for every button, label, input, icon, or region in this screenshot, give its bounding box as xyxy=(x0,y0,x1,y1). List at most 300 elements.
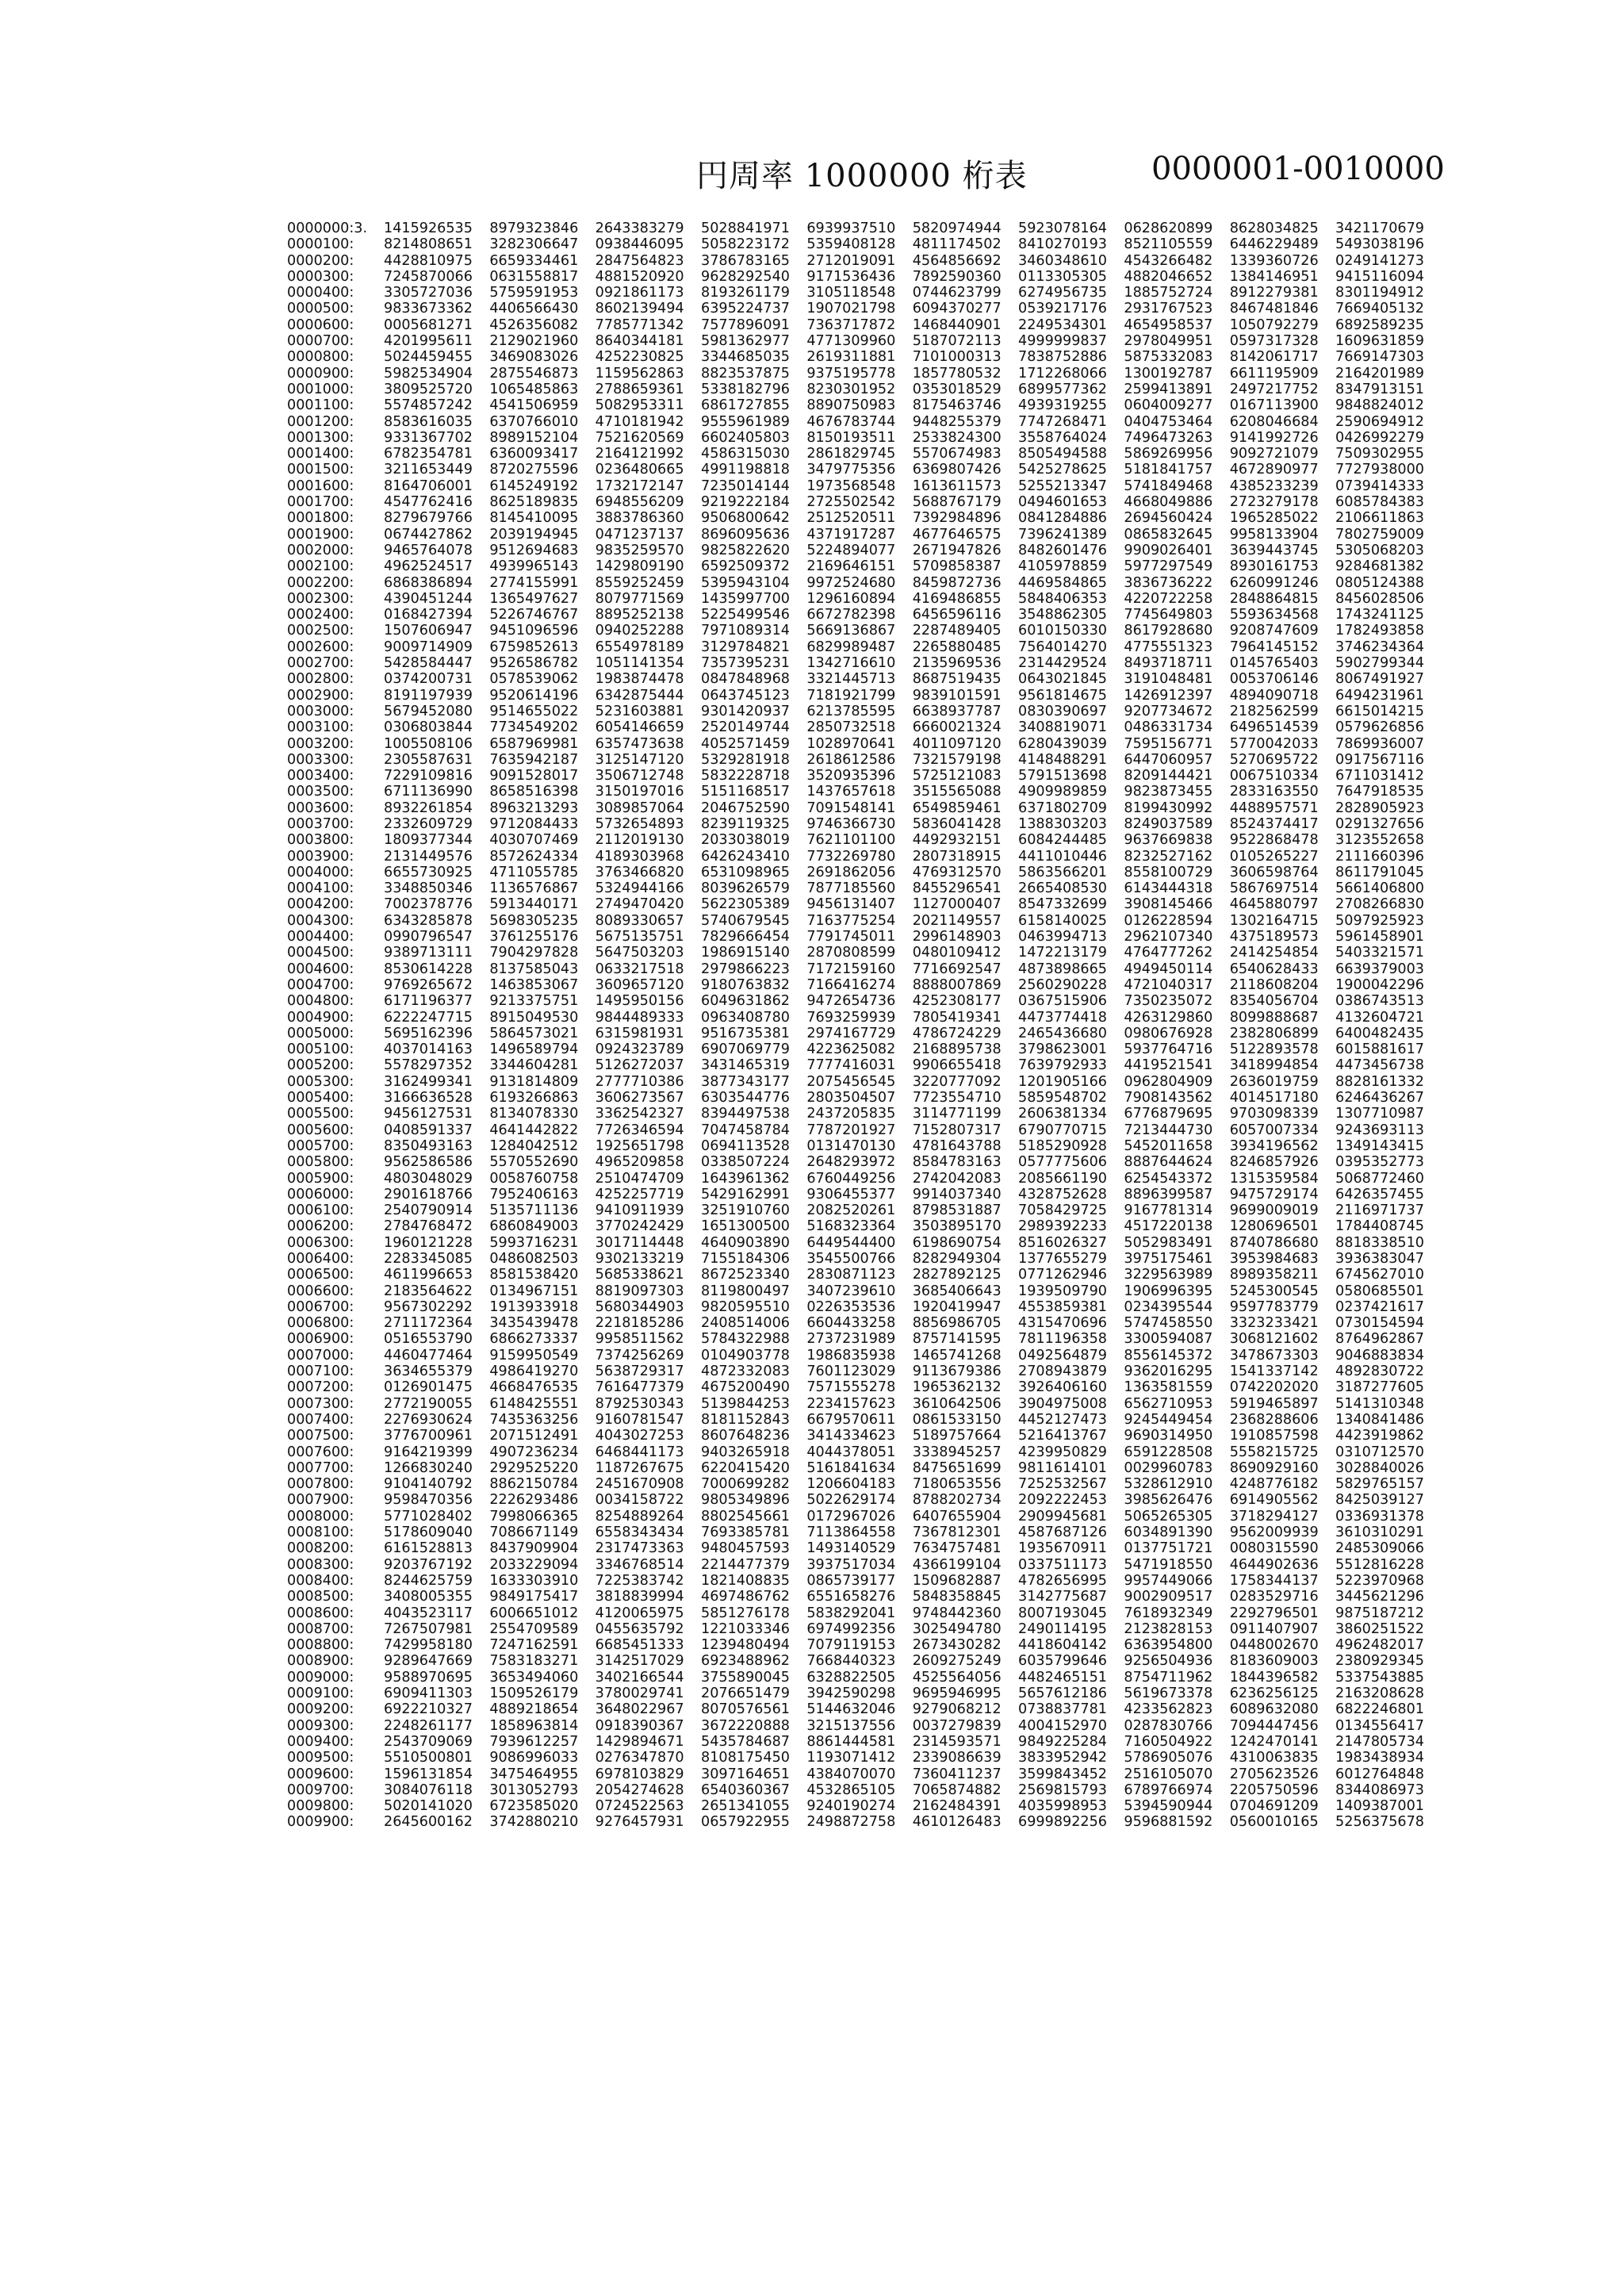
digit-row xyxy=(287,1396,1424,1412)
row-offset-label: 0009700: xyxy=(287,1781,354,1798)
row-digits: 9588970695 3653494060 3402166544 3755890045 6328822505 4525564056 4482465151 8754711962 1844396582 5337543885 xyxy=(384,1669,1424,1685)
digit-row xyxy=(287,1460,1424,1476)
row-offset-label: 0004600: xyxy=(287,961,354,977)
row-offset-label: 0002000: xyxy=(287,542,354,558)
row-digits: 7429958180 7247162591 6685451333 1239480494 7079119153 2673430282 4418604142 6363954800 0448002670 4962482017 xyxy=(384,1637,1424,1654)
row-offset-label: 0005500: xyxy=(287,1106,354,1122)
digit-row xyxy=(287,558,1424,574)
row-offset-label: 0009400: xyxy=(287,1733,354,1750)
digit-row xyxy=(287,865,1424,880)
digit-row xyxy=(287,575,1424,591)
row-digits: 1809377344 4030707469 2112019130 2033038019 7621101100 4492932151 6084244485 9637669838 9522868478 3123552658 xyxy=(384,832,1424,849)
row-digits: 0990796547 3761255176 5675135751 7829666454 7791745011 2996148903 0463994713 2962107340 4375189573 5961458901 xyxy=(384,929,1424,945)
row-digits: 0516553790 6866273337 9958511562 5784322988 2737231989 8757141595 7811196358 3300594087 3068121602 8764962867 xyxy=(384,1331,1424,1348)
digit-row xyxy=(287,704,1424,719)
row-offset-label: 0007800: xyxy=(287,1476,354,1493)
row-offset-label: 0009100: xyxy=(287,1685,354,1702)
row-digits: 7245870066 0631558817 4881520920 9628292540 9171536436 7892590360 0113305305 4882046652 1384146951 9415116094 xyxy=(384,268,1424,285)
row-offset-label: 0004800: xyxy=(287,993,354,1010)
digit-row xyxy=(287,494,1424,510)
digit-row xyxy=(287,1444,1424,1460)
row-digits: 5428584447 9526586782 1051141354 7357395231 1342716610 2135969536 2314429524 8493718711 0145765403 5902799344 xyxy=(384,655,1424,672)
digit-row xyxy=(287,688,1424,704)
row-digits: 7229109816 9091528017 3506712748 5832228718 3520935396 5725121083 5791513698 8209144421 0067510334 6711031412 xyxy=(384,768,1424,784)
digit-row xyxy=(287,1750,1424,1766)
row-offset-label: 0005000: xyxy=(287,1025,354,1041)
digit-row xyxy=(287,1106,1424,1122)
row-digits: 0306803844 7734549202 6054146659 2520149744 2850732518 6660021324 3408819071 0486331734 6496514539 0579626856 xyxy=(384,719,1424,736)
row-digits: 3634655379 4986419270 5638729317 4872332083 7601123029 9113679386 2708943879 9362016295 1541337142 4892830722 xyxy=(384,1363,1424,1380)
digit-row xyxy=(287,1218,1424,1234)
digit-row xyxy=(287,736,1424,752)
digit-row xyxy=(287,1363,1424,1379)
digit-row xyxy=(287,1202,1424,1218)
digit-row xyxy=(287,655,1424,671)
digit-row xyxy=(287,1235,1424,1251)
row-offset-label: 0001000: xyxy=(287,381,354,397)
row-offset-label: 0008700: xyxy=(287,1620,354,1637)
row-offset-label: 0001700: xyxy=(287,494,354,511)
digit-row xyxy=(287,317,1424,333)
row-offset-label: 0009900: xyxy=(287,1814,354,1831)
row-offset-label: 0005400: xyxy=(287,1090,354,1106)
row-digits: 6922210327 4889218654 3648022967 8070576561 5144632046 9279068212 0738837781 4233562823 6089632080 6822246801 xyxy=(384,1701,1424,1718)
row-offset-label: 0006000: xyxy=(287,1186,354,1202)
row-offset-label: 0002600: xyxy=(287,639,354,655)
row-digits: 6171196377 9213375751 1495950156 6049631862 9472654736 4252308177 0367515906 7350235072 8354056704 0386743513 xyxy=(384,993,1424,1010)
digit-row xyxy=(287,1718,1424,1734)
row-offset-label: 0004500: xyxy=(287,945,354,961)
row-digits: 9164219399 4907236234 6468441173 9403265918 4044378051 3338945257 4239950829 6591228508 5558215725 0310712570 xyxy=(384,1444,1424,1460)
digit-row xyxy=(287,849,1424,865)
row-digits: 5695162396 5864573021 6315981931 9516735381 2974167729 4786724229 2465436680 0980676928 2382806899 6400482435 xyxy=(384,1025,1424,1041)
row-digits: 8583616035 6370766010 4710181942 9555961989 4676783744 9448255379 7747268471 0404753464 6208046684 2590694912 xyxy=(384,413,1424,430)
row-digits: 4037014163 1496589794 0924323789 6907069779 4223625082 2168895738 3798623001 5937764716 5122893578 6015881617 xyxy=(384,1041,1424,1058)
row-offset-label: 0008900: xyxy=(287,1653,354,1670)
row-digits: 9833673362 4406566430 8602139494 6395224737 1907021798 6094370277 0539217176 2931767523 8467481846 7669405132 xyxy=(384,301,1424,317)
row-offset-label: 0003300: xyxy=(287,751,354,768)
row-digits: 0408591337 4641442822 7726346594 7047458784 7787201927 7152807317 6790770715 7213444730 6057007334 9243693113 xyxy=(384,1122,1424,1138)
row-offset-label: 0000900: xyxy=(287,365,354,382)
digit-row xyxy=(287,510,1424,526)
row-digits: 9769265672 1463853067 3609657120 9180763832 7166416274 8888007869 2560290228 4721040317 2118608204 1900042296 xyxy=(384,976,1424,993)
row-digits: 2901618766 7952406163 4252257719 5429162991 9306455377 9914037340 4328752628 8896399587 9475729174 6426357455 xyxy=(384,1186,1424,1202)
row-digits: 3348850346 1136576867 5324944166 8039626579 7877185560 8455296541 2665408530 6143444318 5867697514 5661406800 xyxy=(384,880,1424,897)
row-offset-label: 0007300: xyxy=(287,1395,354,1412)
row-digits: 6868386894 2774155991 8559252459 5395943104 9972524680 8459872736 4469584865 3836736222 6260991246 0805124388 xyxy=(384,574,1424,591)
row-offset-label: 0001600: xyxy=(287,477,354,494)
row-offset-label: 0005700: xyxy=(287,1137,354,1154)
row-digits: 1005508106 6587969981 6357473638 4052571459 1028970641 4011097120 6280439039 7595156771 5770042033 7869936007 xyxy=(384,735,1424,752)
digit-row xyxy=(287,929,1424,945)
digit-row xyxy=(287,1782,1424,1798)
row-digits: 3776700961 2071512491 4043027253 8607648236 3414334623 5189757664 5216413767 9690314950 1910857598 4423919862 xyxy=(384,1428,1424,1444)
row-digits: 3162499341 9131814809 2777710386 3877343177 2075456545 3220777092 1201905166 0962804909 2636019759 8828161332 xyxy=(384,1073,1424,1090)
row-digits: 9456127531 8134078330 3362542327 8394497538 2437205835 3114771199 2606381334 6776879695 9703098339 1307710987 xyxy=(384,1106,1424,1122)
row-offset-label: 0004200: xyxy=(287,896,354,913)
row-digits: 2543709069 7939612257 1429894671 5435784687 8861444581 2314593571 9849225284 7160504922 1242470141 2147805734 xyxy=(384,1733,1424,1750)
digit-row xyxy=(287,1299,1424,1315)
digit-row xyxy=(287,1122,1424,1138)
row-offset-label: 0004400: xyxy=(287,929,354,945)
row-digits: 5574857242 4541506959 5082953311 6861727855 8890750983 8175463746 4939319255 0604009277 0167113900 9848824012 xyxy=(384,397,1424,414)
row-offset-label: 0000200: xyxy=(287,252,354,269)
row-offset-label: 0000600: xyxy=(287,316,354,333)
row-digits: 4611996653 8581538420 5685338621 8672523340 2830871123 2827892125 0771262946 3229563989 8989358211 6745627010 xyxy=(384,1267,1424,1283)
row-offset-label: 0000300: xyxy=(287,268,354,285)
row-digits: 6711136990 8658516398 3150197016 5151168517 1437657618 3515565088 4909989859 9823873455 2833163550 7647918535 xyxy=(384,784,1424,800)
digit-row xyxy=(287,236,1424,252)
row-digits: 3211653449 8720275596 0236480665 4991198818 3479775356 6369807426 5425278625 5181841757 4672890977 7727938000 xyxy=(384,462,1424,478)
row-offset-label: 0007000: xyxy=(287,1347,354,1363)
digit-row xyxy=(287,1637,1424,1653)
digit-row xyxy=(287,1685,1424,1701)
row-digits: 8164706001 6145249192 1732172147 7235014144 1973568548 1613611573 5255213347 5741849468 4385233239 0739414333 xyxy=(384,477,1424,494)
digit-row xyxy=(287,446,1424,462)
row-offset-label: 0003900: xyxy=(287,848,354,865)
row-digits: 2248261177 1858963814 0918390367 3672220888 3215137556 0037279839 4004152970 0287830766 7094447456 0134556417 xyxy=(384,1717,1424,1734)
row-offset-label: 0004700: xyxy=(287,976,354,993)
digit-row xyxy=(287,896,1424,912)
digit-row xyxy=(287,1283,1424,1299)
digit-row xyxy=(287,333,1424,349)
digit-row xyxy=(287,349,1424,365)
digit-row xyxy=(287,1041,1424,1057)
row-offset-label: 0003800: xyxy=(287,832,354,849)
digit-row xyxy=(287,1187,1424,1202)
row-offset-label: 0006700: xyxy=(287,1298,354,1315)
digit-row xyxy=(287,1605,1424,1621)
row-offset-label: 0008100: xyxy=(287,1524,354,1541)
row-digits: 3408005355 9849175417 3818839994 4697486762 6551658276 5848358845 3142775687 9002909517 0283529716 3445621296 xyxy=(384,1589,1424,1605)
row-offset-label: 0001300: xyxy=(287,429,354,446)
digit-row xyxy=(287,1412,1424,1428)
row-digits: 8214808651 3282306647 0938446095 5058223172 5359408128 4811174502 8410270193 8521105559 6446229489 5493038196 xyxy=(384,236,1424,253)
row-digits: 2276930624 7435363256 9160781547 8181152843 6679570611 0861533150 4452127473 9245449454 2368288606 1340841486 xyxy=(384,1411,1424,1428)
row-offset-label: 0003700: xyxy=(287,815,354,832)
row-digits: 8932261854 8963213293 3089857064 2046752590 7091548141 6549859461 6371802709 8199430992 4488957571 2828905923 xyxy=(384,800,1424,816)
row-offset-label: 0002300: xyxy=(287,590,354,607)
row-digits: 8530614228 8137585043 0633217518 2979866223 7172159160 7716692547 4873898665 4949450114 6540628433 6639379003 xyxy=(384,961,1424,977)
row-digits: 4460477464 9159950549 7374256269 0104903778 1986835938 1465741268 0492564879 8556145372 3478673303 9046883834 xyxy=(384,1347,1424,1363)
row-offset-label: 0007900: xyxy=(287,1492,354,1509)
row-offset-label: 0005900: xyxy=(287,1170,354,1187)
row-digits: 6161528813 8437909904 2317473363 9480457593 1493140529 7634757481 1935670911 0137751721 0080315590 2485309066 xyxy=(384,1540,1424,1557)
row-offset-label: 0002900: xyxy=(287,687,354,704)
row-digits: 2645600162 3742880210 9276457931 0657922955 2498872758 4610126483 6999892256 9596881592 0560010165 5256375678 xyxy=(384,1814,1424,1831)
row-offset-label: 0001800: xyxy=(287,510,354,527)
row-offset-label: 0001200: xyxy=(287,413,354,430)
digit-row xyxy=(287,977,1424,993)
row-digits: 9389713111 7904297828 5647503203 1986915140 2870808599 0480109412 1472213179 4764777262 2414254854 5403321571 xyxy=(384,945,1424,961)
row-offset-label: 0007700: xyxy=(287,1459,354,1476)
row-digits: 7002378776 5913440171 2749470420 5622305389 9456131407 1127000407 8547332699 3908145466 4645880797 2708266830 xyxy=(384,896,1424,913)
digit-row xyxy=(287,623,1424,639)
digit-row xyxy=(287,719,1424,735)
digit-row xyxy=(287,607,1424,623)
row-digits: 3084076118 3013052793 2054274628 6540360367 4532865105 7065874882 2569815793 6789766974 2205750596 8344086973 xyxy=(384,1781,1424,1798)
digit-row xyxy=(287,269,1424,285)
digit-row xyxy=(287,1734,1424,1750)
row-digits: 9289647669 7583183271 3142517029 6923488962 7668440323 2609275249 6035799646 9256504936 8183609003 2380929345 xyxy=(384,1653,1424,1670)
row-digits: 2332609729 9712084433 5732654893 8239119325 9746366730 5836041428 1388303203 8249037589 8524374417 0291327656 xyxy=(384,815,1424,832)
row-offset-label: 0004300: xyxy=(287,912,354,929)
digit-row xyxy=(287,301,1424,316)
page-header xyxy=(0,151,1624,198)
digit-row xyxy=(287,462,1424,477)
digit-row xyxy=(287,1379,1424,1395)
row-digits: 5178609040 7086671149 6558343434 7693385781 7113864558 7367812301 4587687126 6034891390 9562009939 3610310291 xyxy=(384,1524,1424,1541)
digit-row xyxy=(287,1010,1424,1026)
row-offset-label: 0006100: xyxy=(287,1202,354,1219)
row-digits: 5578297352 3344604281 5126272037 3431465319 7777416031 9906655418 7639792933 4419521541 3418994854 4473456738 xyxy=(384,1057,1424,1074)
row-digits: 9567302292 1913933918 5680344903 9820595510 0226353536 1920419947 4553859381 0234395544 9597783779 0237421617 xyxy=(384,1298,1424,1315)
row-offset-label: 0008600: xyxy=(287,1605,354,1621)
digit-row xyxy=(287,1670,1424,1685)
digit-row xyxy=(287,961,1424,977)
digit-row xyxy=(287,1074,1424,1090)
digit-row xyxy=(287,816,1424,832)
row-offset-label: 0008400: xyxy=(287,1572,354,1589)
row-offset-label: 0000800: xyxy=(287,349,354,366)
row-digits: 8279679766 8145410095 3883786360 9506800642 2512520511 7392984896 0841284886 2694560424 1965285022 2106611863 xyxy=(384,510,1424,527)
row-digits: 1507606947 9451096596 0940252288 7971089314 5669136867 2287489405 6010150330 8617928680 9208747609 1782493858 xyxy=(384,623,1424,639)
row-digits: 4547762416 8625189835 6948556209 9219222184 2725502542 5688767179 0494601653 4668049886 2723279178 6085784383 xyxy=(384,494,1424,511)
digit-row xyxy=(287,1798,1424,1814)
row-offset-label: 0002700: xyxy=(287,655,354,672)
row-digits: 9009714909 6759852613 6554978189 3129784821 6829989487 2265880485 7564014270 4775551323 7964145152 3746234364 xyxy=(384,639,1424,655)
row-digits: 6655730925 4711055785 3763466820 6531098965 2691862056 4769312570 5863566201 8558100729 3606598764 8611791045 xyxy=(384,864,1424,880)
row-offset-label: 0006400: xyxy=(287,1251,354,1267)
row-offset-label: 0006800: xyxy=(287,1315,354,1332)
row-digits: 2283345085 0486082503 9302133219 7155184306 3545500766 8282949304 1377655279 3975175461 3953984683 3936383047 xyxy=(384,1251,1424,1267)
digit-row xyxy=(287,1621,1424,1637)
digit-row xyxy=(287,1090,1424,1106)
row-offset-label: 0001400: xyxy=(287,446,354,462)
digit-row xyxy=(287,1540,1424,1556)
digit-row xyxy=(287,1589,1424,1605)
digit-row xyxy=(287,1701,1424,1717)
row-digits: 3809525720 1065485863 2788659361 5338182796 8230301952 0353018529 6899577362 2599413891 2497217752 8347913151 xyxy=(384,381,1424,397)
digit-row xyxy=(287,543,1424,558)
row-digits: 0374200731 0578539062 1983874478 0847848968 3321445713 8687519435 0643021845 3191048481 0053706146 8067491927 xyxy=(384,671,1424,688)
row-offset-label: 0007500: xyxy=(287,1428,354,1444)
digit-row xyxy=(287,1428,1424,1444)
digit-row xyxy=(287,221,1424,236)
row-offset-label: 0007100: xyxy=(287,1363,354,1380)
digit-row xyxy=(287,1331,1424,1347)
row-digits: 0168427394 5226746767 8895252138 5225499546 6672782398 6456596116 3548862305 7745649803 5593634568 1743241125 xyxy=(384,607,1424,623)
row-offset-label: 0007400: xyxy=(287,1411,354,1428)
digit-row xyxy=(287,1766,1424,1782)
digit-row xyxy=(287,430,1424,446)
row-offset-label: 0009800: xyxy=(287,1798,354,1815)
row-offset-label: 0002100: xyxy=(287,558,354,575)
row-digits: 5020141020 6723585020 0724522563 2651341055 9240190274 2162484391 4035998953 5394590944 0704691209 1409387001 xyxy=(384,1798,1424,1815)
digit-row xyxy=(287,1492,1424,1508)
row-digits: 8191197939 9520614196 6342875444 0643745123 7181921799 9839101591 9561814675 1426912397 4894090718 6494231961 xyxy=(384,687,1424,704)
row-digits: 9465764078 9512694683 9835259570 9825822620 5224894077 2671947826 8482601476 9909026401 3639443745 5305068203 xyxy=(384,542,1424,558)
digit-row xyxy=(287,880,1424,896)
row-digits: 6343285878 5698305235 8089330657 5740679545 7163775254 2021149557 6158140025 0126228594 1302164715 5097925923 xyxy=(384,912,1424,929)
digit-row xyxy=(287,414,1424,430)
row-offset-label: 0008500: xyxy=(287,1589,354,1605)
digit-row xyxy=(287,253,1424,269)
digit-row xyxy=(287,639,1424,655)
row-digits: 4428810975 6659334461 2847564823 3786783165 2712019091 4564856692 3460348610 4543266482 1339360726 0249141273 xyxy=(384,252,1424,269)
digit-row xyxy=(287,1154,1424,1170)
digit-row xyxy=(287,382,1424,397)
digit-row xyxy=(287,1509,1424,1524)
row-digits: 9331367702 8989152104 7521620569 6602405803 8150193511 2533824300 3558764024 7496473263 9141992726 0426992279 xyxy=(384,429,1424,446)
row-digits: 4803048029 0058760758 2510474709 1643961362 6760449256 2742042083 2085661190 6254543372 1315359584 5068772460 xyxy=(384,1170,1424,1187)
digit-row xyxy=(287,993,1424,1009)
row-offset-label: 0000100: xyxy=(287,236,354,253)
row-digits: 9104140792 8862150784 2451670908 7000699282 1206604183 7180653556 7252532567 5328612910 4248776182 5829765157 xyxy=(384,1476,1424,1493)
row-offset-label: 0004900: xyxy=(287,1009,354,1026)
row-offset-label: 0003400: xyxy=(287,768,354,784)
digit-row xyxy=(287,591,1424,607)
row-digits: 5771028402 7998066365 8254889264 8802545661 0172967026 6407655904 2909945681 5065265305 3718294127 0336931378 xyxy=(384,1508,1424,1524)
row-digits: 2711172364 3435439478 2218185286 2408514006 6604433258 8856986705 4315470696 5747458550 3323233421 0730154594 xyxy=(384,1315,1424,1332)
digit-row xyxy=(287,1138,1424,1154)
row-digits: 3305727036 5759591953 0921861173 8193261179 3105118548 0744623799 6274956735 1885752724 8912279381 8301194912 xyxy=(384,285,1424,301)
row-digits: 1266830240 2929525220 1187267675 6220415420 5161841634 8475651699 9811614101 0029960783 8690929160 3028840026 xyxy=(384,1459,1424,1476)
digit-row xyxy=(287,527,1424,543)
row-offset-label: 0002800: xyxy=(287,671,354,688)
row-digits: 9562586586 5570552690 4965209858 0338507224 2648293972 8584783163 0577775606 8887644624 8246857926 0395352773 xyxy=(384,1154,1424,1171)
digit-row xyxy=(287,1814,1424,1830)
row-offset-label: 0003000: xyxy=(287,703,354,719)
digit-row xyxy=(287,1557,1424,1573)
row-digits: 2131449576 8572624334 4189303968 6426243410 7732269780 2807318915 4411010446 8232527162 0105265227 2111660396 xyxy=(384,848,1424,865)
row-offset-label: 0005300: xyxy=(287,1073,354,1090)
row-offset-label: 0001900: xyxy=(287,526,354,543)
row-digits: 0005681271 4526356082 7785771342 7577896091 7363717872 1468440901 2249534301 4654958537 1050792279 6892589235 xyxy=(384,316,1424,333)
row-digits: 0126901475 4668476535 7616477379 4675200490 7571555278 1965362132 3926406160 1363581559 0742202020 3187277605 xyxy=(384,1379,1424,1396)
row-offset-label: 0003100: xyxy=(287,719,354,736)
digit-range: 0000001-0010000 xyxy=(1151,151,1445,187)
row-digits: 6782354781 6360093417 2164121992 4586315030 2861829745 5570674983 8505494588 5869269956 9092721079 7509302955 xyxy=(384,446,1424,462)
row-offset-label: 0005600: xyxy=(287,1122,354,1138)
row-digits: 2305587631 7635942187 3125147120 5329281918 2618612586 7321579198 4148488291 6447060957 5270695722 0917567116 xyxy=(384,751,1424,768)
row-offset-label: 0002500: xyxy=(287,623,354,639)
digit-row xyxy=(287,784,1424,800)
digit-row xyxy=(287,752,1424,768)
row-offset-label: 0007600: xyxy=(287,1444,354,1460)
digit-row xyxy=(287,1251,1424,1267)
row-offset-label: 0003600: xyxy=(287,800,354,816)
row-offset-label: 0004000: xyxy=(287,864,354,880)
row-offset-label: 0006600: xyxy=(287,1283,354,1299)
digit-row xyxy=(287,1476,1424,1492)
row-offset-label: 0009300: xyxy=(287,1717,354,1734)
row-digits: 8244625759 1633303910 7225383742 1821408835 0865739177 1509682887 4782656995 9957449066 1758344137 5223970968 xyxy=(384,1572,1424,1589)
row-offset-label: 0009600: xyxy=(287,1766,354,1782)
digit-row xyxy=(287,1267,1424,1283)
digit-row xyxy=(287,1348,1424,1363)
digit-row xyxy=(287,1315,1424,1331)
row-offset-label: 0008000: xyxy=(287,1508,354,1524)
row-digits: 4962524517 4939965143 1429809190 6592509372 2169646151 5709858387 4105978859 5977297549 8930161753 9284681382 xyxy=(384,558,1424,575)
digit-row xyxy=(287,800,1424,816)
row-digits: 6909411303 1509526179 3780029741 2076651479 3942590298 9695946995 5657612186 5619673378 6236256125 2163208628 xyxy=(384,1685,1424,1702)
row-offset-label: 0000000:3. xyxy=(287,221,368,236)
row-offset-label: 0008800: xyxy=(287,1637,354,1654)
row-offset-label: 0009500: xyxy=(287,1750,354,1766)
digit-row xyxy=(287,1057,1424,1073)
row-offset-label: 0006900: xyxy=(287,1331,354,1348)
digit-row xyxy=(287,913,1424,929)
digit-row xyxy=(287,366,1424,382)
row-offset-label: 0009000: xyxy=(287,1669,354,1685)
document-title: 円周率 1000000 桁表 xyxy=(696,158,1028,194)
row-offset-label: 0005800: xyxy=(287,1154,354,1171)
row-offset-label: 0008300: xyxy=(287,1556,354,1573)
digit-row xyxy=(287,1653,1424,1669)
row-offset-label: 0000400: xyxy=(287,285,354,301)
digit-row xyxy=(287,1026,1424,1041)
digit-row xyxy=(287,945,1424,961)
row-digits: 4043523117 6006651012 4120065975 5851276178 5838292041 9748442360 8007193045 7618932349 2292796501 9875187212 xyxy=(384,1605,1424,1621)
row-offset-label: 0000700: xyxy=(287,333,354,350)
row-offset-label: 0009200: xyxy=(287,1701,354,1718)
row-offset-label: 0005200: xyxy=(287,1057,354,1074)
row-digits: 4201995611 2129021960 8640344181 5981362977 4771309960 5187072113 4999999837 2978049951 0597317328 1609631859 xyxy=(384,333,1424,350)
row-digits: 1596131854 3475464955 6978103829 3097164651 4384070070 7360411237 3599843452 2516105070 2705623526 6012764848 xyxy=(384,1766,1424,1782)
digit-row xyxy=(287,1573,1424,1589)
pi-digit-table xyxy=(287,221,1424,1831)
row-digits: 7267507981 2554709589 0455635792 1221033346 6974992356 3025494780 2490114195 2123828153 0911407907 3860251522 xyxy=(384,1620,1424,1637)
row-digits: 5982534904 2875546873 1159562863 8823537875 9375195778 1857780532 1712268066 1300192787 6611195909 2164201989 xyxy=(384,365,1424,382)
row-digits: 2540790914 5135711136 9410911939 3251910760 2082520261 8798531887 7058429725 9167781314 9699009019 2116971737 xyxy=(384,1202,1424,1219)
digit-row xyxy=(287,1171,1424,1187)
row-offset-label: 0007200: xyxy=(287,1379,354,1396)
row-digits: 1960121228 5993716231 3017114448 4640903890 6449544400 6198690754 8516026327 5052983491 8740786680 8818338510 xyxy=(384,1234,1424,1251)
row-digits: 8350493163 1284042512 1925651798 0694113528 0131470130 4781643788 5185290928 5452011658 3934196562 1349143415 xyxy=(384,1137,1424,1154)
row-digits: 9203767192 2033229094 3346768514 2214477379 3937517034 4366199104 0337511173 5471918550 4644902636 5512816228 xyxy=(384,1556,1424,1573)
digit-row xyxy=(287,478,1424,494)
row-offset-label: 0000500: xyxy=(287,301,354,317)
digit-row xyxy=(287,285,1424,301)
row-offset-label: 0006200: xyxy=(287,1218,354,1235)
row-digits: 2772190055 6148425551 8792530343 5139844253 2234157623 3610642506 3904975008 6562710953 5919465897 5141310348 xyxy=(384,1395,1424,1412)
row-offset-label: 0005100: xyxy=(287,1041,354,1058)
row-offset-label: 0003500: xyxy=(287,784,354,800)
digit-row xyxy=(287,768,1424,784)
row-digits: 9598470356 2226293486 0034158722 9805349896 5022629174 8788202734 2092222453 3985626476 6914905562 8425039127 xyxy=(384,1492,1424,1509)
row-offset-label: 0001500: xyxy=(287,462,354,478)
row-digits: 5510500801 9086996033 0276347870 8108175450 1193071412 2339086639 3833952942 5786905076 4310063835 1983438934 xyxy=(384,1750,1424,1766)
row-offset-label: 0008200: xyxy=(287,1540,354,1557)
row-digits: 3166636528 6193266863 3606273567 6303544776 2803504507 7723554710 5859548702 7908143562 4014517180 6246436267 xyxy=(384,1090,1424,1106)
row-offset-label: 0006500: xyxy=(287,1267,354,1283)
row-digits: 5679452080 9514655022 5231603881 9301420937 6213785595 6638937787 0830390697 9207734672 2182562599 6615014215 xyxy=(384,703,1424,719)
row-digits: 1415926535 8979323846 2643383279 5028841971 6939937510 5820974944 5923078164 0628620899 8628034825 3421170679 xyxy=(384,221,1424,236)
row-digits: 4390451244 1365497627 8079771569 1435997700 1296160894 4169486855 5848406353 4220722258 2848864815 8456028506 xyxy=(384,590,1424,607)
row-digits: 5024459455 3469083026 4252230825 3344685035 2619311881 7101000313 7838752886 5875332083 8142061717 7669147303 xyxy=(384,349,1424,366)
row-digits: 2183564622 0134967151 8819097303 8119800497 3407239610 3685406643 1939509790 1906996395 5245300545 0580685501 xyxy=(384,1283,1424,1299)
row-digits: 2784768472 6860849003 3770242429 1651300500 5168323364 3503895170 2989392233 4517220138 1280696501 1784408745 xyxy=(384,1218,1424,1235)
digit-row xyxy=(287,832,1424,848)
row-offset-label: 0001100: xyxy=(287,397,354,414)
digit-row xyxy=(287,397,1424,413)
digit-row xyxy=(287,1524,1424,1540)
row-offset-label: 0004100: xyxy=(287,880,354,897)
row-digits: 6222247715 8915049530 9844489333 0963408780 7693259939 7805419341 4473774418 4263129860 8099888687 4132604721 xyxy=(384,1009,1424,1026)
digit-row xyxy=(287,671,1424,687)
row-offset-label: 0002200: xyxy=(287,574,354,591)
